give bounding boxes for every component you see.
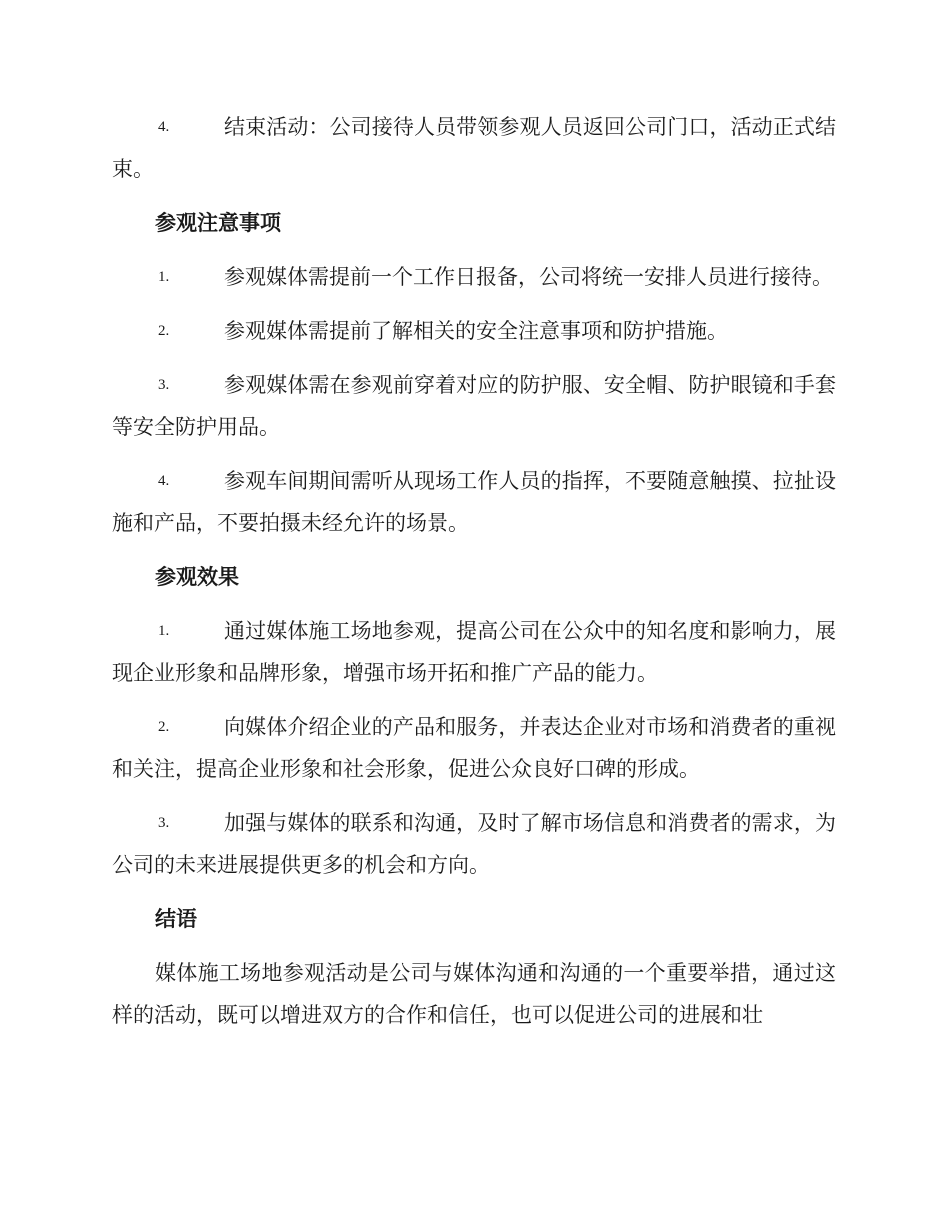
list-number: 4.: [158, 119, 170, 135]
list-item: [112, 310, 836, 352]
list-item: [112, 106, 836, 190]
list-item: [112, 802, 836, 886]
conclusion-paragraph: 媒体施工场地参观活动是公司与媒体沟通和沟通的一个重要举措，通过这样的活动，既可以增进双方的合作和信任，也可以促进公司的进展和壮: [112, 961, 836, 1027]
list-item-text: 通过媒体施工场地参观，提高公司在公众中的知名度和影响力，展现企业形象和品牌形象，增强市场开拓和推广产品的能力。: [112, 619, 836, 685]
list-item-text: 参观媒体需提前了解相关的安全注意事项和防护措施。: [224, 319, 728, 343]
list-number: 3.: [158, 377, 170, 393]
list-number: 2.: [158, 323, 170, 339]
list-item-text: 结束活动：公司接待人员带领参观人员返回公司门口，活动正式结束。: [112, 115, 836, 181]
list-item: [112, 364, 836, 448]
list-item: [112, 610, 836, 694]
section-heading-notes: 参观注意事项: [155, 210, 281, 235]
list-number: 1.: [158, 269, 170, 285]
section-heading-effects: 参观效果: [155, 564, 239, 589]
section-heading-conclusion: 结语: [155, 906, 197, 931]
list-number: 4.: [158, 473, 170, 489]
list-item-text: 参观车间期间需听从现场工作人员的指挥，不要随意触摸、拉扯设施和产品，不要拍摄未经允许的场景。: [112, 469, 836, 535]
list-number: 1.: [158, 623, 170, 639]
list-item: [112, 256, 836, 298]
document-page: [112, 106, 836, 1036]
list-number: 3.: [158, 815, 170, 831]
list-item-text: 加强与媒体的联系和沟通，及时了解市场信息和消费者的需求，为公司的未来进展提供更多的机会和方向。: [112, 811, 836, 877]
list-item-text: 参观媒体需在参观前穿着对应的防护服、安全帽、防护眼镜和手套等安全防护用品。: [112, 373, 836, 439]
list-item-text: 向媒体介绍企业的产品和服务，并表达企业对市场和消费者的重视和关注，提高企业形象和社会形象，促进公众良好口碑的形成。: [112, 715, 836, 781]
list-item: [112, 460, 836, 544]
list-item-text: 参观媒体需提前一个工作日报备，公司将统一安排人员进行接待。: [224, 265, 833, 289]
list-item: [112, 706, 836, 790]
list-number: 2.: [158, 719, 170, 735]
